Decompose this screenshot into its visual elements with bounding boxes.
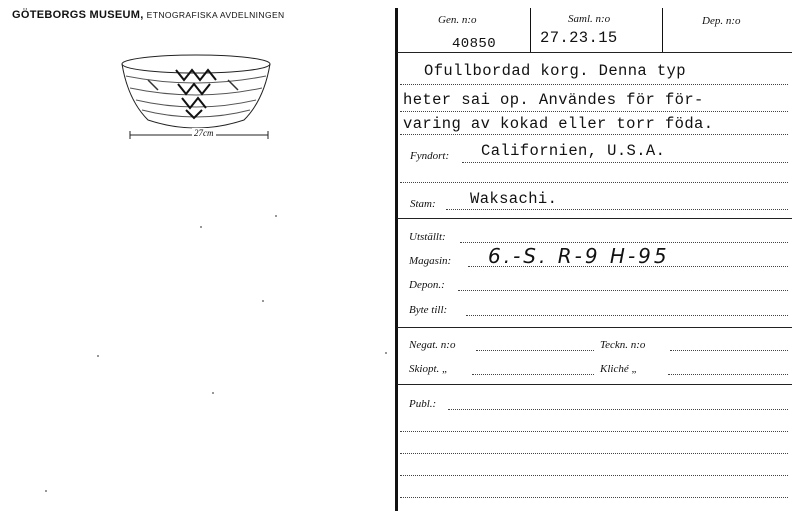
utstallt-rule [460, 242, 788, 243]
gen-value: 40850 [452, 36, 497, 52]
publ-label: Publ.: [409, 398, 437, 410]
publ-rule [400, 497, 788, 498]
fyndort-rule [462, 162, 788, 163]
saml-value: 27.23.15 [540, 29, 618, 47]
publ-rule [400, 453, 788, 454]
section-line [397, 384, 792, 385]
header-divider-1 [530, 8, 531, 52]
magasin-value: 6.-S. R-9 H-95 [488, 244, 670, 268]
kliche-label: Kliché „ [600, 363, 638, 375]
byte-label: Byte till: [409, 304, 448, 316]
negat-label: Negat. n:o [409, 339, 456, 351]
publ-rule [400, 475, 788, 476]
card-left-border [395, 8, 398, 511]
stam-label: Stam: [410, 198, 436, 210]
negat-rule [476, 350, 594, 351]
speck [262, 300, 264, 302]
description-line-2: heter sai op. Användes för för- [403, 91, 704, 109]
description-rule [400, 134, 788, 135]
publ-rule [448, 409, 788, 410]
kliche-rule [668, 374, 788, 375]
byte-rule [466, 315, 788, 316]
department-name: ETNOGRAFISKA AVDELNINGEN [146, 10, 285, 20]
museum-name: GÖTEBORGS MUSEUM, [12, 9, 144, 21]
description-line-1: Ofullbordad korg. Denna typ [424, 62, 686, 80]
fyndort-label: Fyndort: [410, 150, 450, 162]
publ-rule [400, 431, 788, 432]
speck [212, 392, 214, 394]
speck [97, 355, 99, 357]
speck [45, 490, 47, 492]
utstallt-label: Utställt: [409, 231, 446, 243]
dimension-label: 27cm [194, 128, 214, 138]
description-line-3: varing av kokad eller torr föda. [403, 115, 714, 133]
teckn-rule [670, 350, 788, 351]
magasin-label: Magasin: [409, 255, 452, 267]
skiopt-label: Skiopt. „ [409, 363, 449, 375]
section-line [397, 218, 792, 219]
header-divider-2 [662, 8, 663, 52]
stam-value: Waksachi. [470, 190, 558, 208]
description-rule [400, 111, 788, 112]
fyndort-value: Californien, U.S.A. [481, 142, 666, 160]
dep-label: Dep. n:o [702, 15, 741, 27]
speck [385, 352, 387, 354]
gen-label: Gen. n:o [438, 14, 477, 26]
speck [200, 226, 202, 228]
museum-header [12, 9, 285, 21]
magasin-rule [468, 266, 788, 267]
teckn-label: Teckn. n:o [600, 339, 646, 351]
speck [275, 215, 277, 217]
stam-rule [446, 209, 788, 210]
section-line [397, 327, 792, 328]
depon-rule [458, 290, 788, 291]
depon-label: Depon.: [409, 279, 445, 291]
description-rule [400, 84, 788, 85]
saml-label: Saml. n:o [568, 13, 611, 25]
skiopt-rule [472, 374, 594, 375]
header-bottom-line [397, 52, 792, 53]
fyndort-rule [400, 182, 788, 183]
